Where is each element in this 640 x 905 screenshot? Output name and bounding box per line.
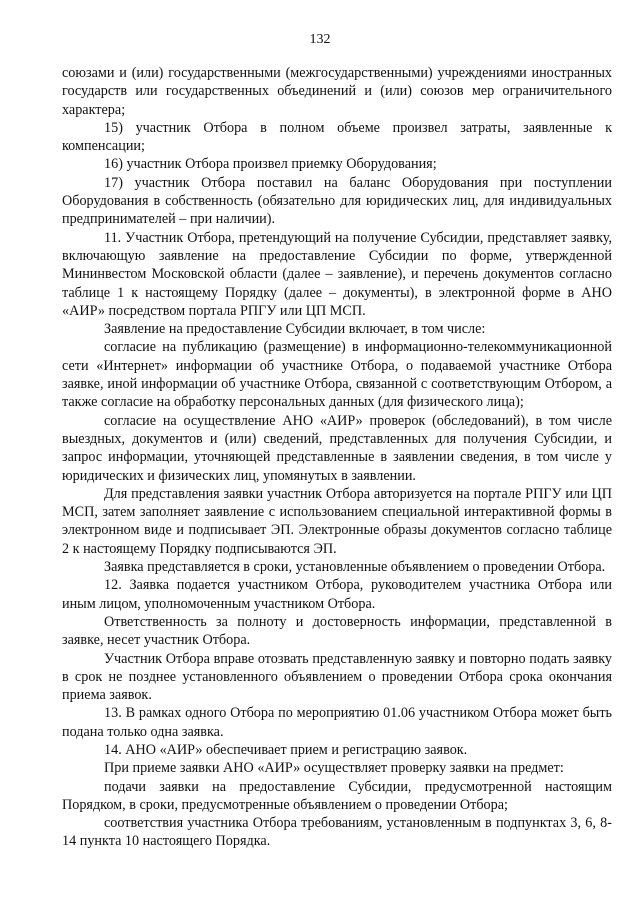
paragraph: Для представления заявки участник Отбора авторизуется на портале РПГУ или ЦП МСП, затем заполняет заявление с использованием специальной интерактивной формы в электронном виде и подписывает ЭП. Электронные образы документов согласно таблице 2 к настоящему Порядку подписываются ЭП. [62, 485, 612, 557]
paragraph: Заявление на предоставление Субсидии включает, в том числе: [104, 321, 486, 338]
paragraph: согласие на осуществление АНО «АИР» проверок (обследований), в том числе выездных, документов и (или) сведений, представленных для получения Субсидии, и запрос информации, уточняющей представленные в заявлении сведения, в том числе у юридических и физических лиц, упомянутых в заявлении. [62, 412, 612, 484]
document-body [62, 64, 612, 851]
paragraph: Ответственность за полноту и достоверность информации, представленной в заявке, несет участник Отбора. [62, 613, 612, 649]
paragraph: 15) участник Отбора в полном объеме произвел затраты, заявленные к компенсации; [62, 119, 612, 155]
paragraph: 14. АНО «АИР» обеспечивает прием и регистрацию заявок. [104, 741, 468, 758]
paragraph: подачи заявки на предоставление Субсидии, предусмотренной настоящим Порядком, в сроки, предусмотренные объявлением о проведении Отбора; [62, 778, 612, 813]
page-number: 132 [309, 32, 331, 47]
paragraph: соответствия участника Отбора требованиям, установленным в подпунктах 3, 6, 8-14 пункта 10 настоящего Порядка. [62, 815, 612, 850]
paragraph: Заявка представляется в сроки, установленные объявлением о проведении Отбора. [104, 559, 606, 576]
paragraph: Участник Отбора вправе отозвать представленную заявку и повторно подать заявку в срок не позднее установленного объявлением о проведении Отбора срока окончания приема заявок. [62, 650, 612, 704]
paragraph: 13. В рамках одного Отбора по мероприятию 01.06 участником Отбора может быть подана только одна заявка. [62, 705, 612, 740]
paragraph: 17) участник Отбора поставил на баланс Оборудования при поступлении Оборудования в собственность (обязательно для юридических лиц, для индивидуальных предпринимателей – при наличии). [62, 174, 612, 228]
paragraph: согласие на публикацию (размещение) в информационно-телекоммуникационной сети «Интернет» информации об участнике Отбора, о подаваемой участнике Отбора заявке, иной информации об участнике Отбора, связанной с соответствующим Отбором, а также согласие на обработку персональных данных (для физического лица); [62, 339, 612, 411]
paragraph: При приеме заявки АНО «АИР» осуществляет проверку заявки на предмет: [104, 760, 564, 777]
paragraph: 12. Заявка подается участником Отбора, руководителем участника Отбора или иным лицом, уполномоченным участником Отбора. [62, 577, 612, 612]
paragraph: союзами и (или) государственными (межгосударственными) учреждениями иностранных государств или государственных объединений и (или) союзов мер ограничительного характера; [62, 65, 612, 118]
paragraph: 16) участник Отбора произвел приемку Оборудования; [104, 156, 437, 173]
paragraph: 11. Участник Отбора, претендующий на получение Субсидии, представляет заявку, включающую заявление на предоставление Субсидии по форме, утвержденной Мининвестом Московской области (далее – заявление), и перечень документов согласно таблице 1 к настоящему Порядку (далее – документы), в электронной форме в АНО «АИР» посредством портала РПГУ или ЦП МСП. [62, 229, 612, 319]
